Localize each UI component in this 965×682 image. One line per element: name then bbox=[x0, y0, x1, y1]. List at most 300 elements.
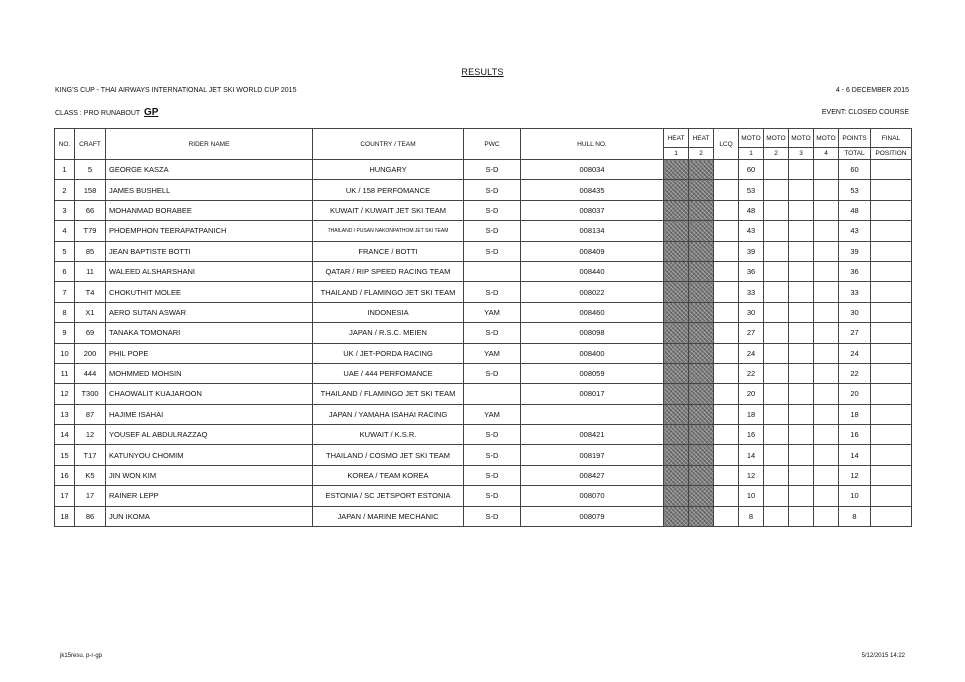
cell-moto-1: 10 bbox=[739, 486, 764, 506]
cell-craft: 11 bbox=[75, 261, 106, 281]
cell-hull: 008022 bbox=[521, 282, 664, 302]
cell-final-position bbox=[871, 180, 912, 200]
cell-moto-2 bbox=[764, 445, 789, 465]
cell-rider: KATUNYOU CHOMIM bbox=[106, 445, 313, 465]
subheader-moto-4: 4 bbox=[814, 148, 839, 160]
cell-heat-2 bbox=[689, 343, 714, 363]
cell-country: THAILAND / COSMO JET SKI TEAM bbox=[313, 445, 464, 465]
cell-heat-2 bbox=[689, 465, 714, 485]
cell-lcq bbox=[714, 363, 739, 383]
cell-country: UK / 158 PERFOMANCE bbox=[313, 180, 464, 200]
cell-heat-1 bbox=[664, 221, 689, 241]
cell-heat-1 bbox=[664, 343, 689, 363]
cell-moto-2 bbox=[764, 200, 789, 220]
class-info bbox=[55, 107, 158, 118]
cell-country: THAILAND / PUSAN NAKONPATHOM JET SKI TEAM bbox=[313, 221, 464, 241]
cell-rider: MOHANMAD BORABEE bbox=[106, 200, 313, 220]
cell-hull: 008079 bbox=[521, 506, 664, 526]
cell-hull: 008037 bbox=[521, 200, 664, 220]
header-hull: HULL NO. bbox=[521, 129, 664, 160]
event-date: 4 - 6 DECEMBER 2015 bbox=[835, 87, 909, 94]
cell-moto-4 bbox=[814, 200, 839, 220]
cell-no: 16 bbox=[55, 465, 75, 485]
cell-moto-1: 36 bbox=[739, 261, 764, 281]
cell-moto-1: 27 bbox=[739, 323, 764, 343]
cell-no: 9 bbox=[55, 323, 75, 343]
cell-pwc: S-D bbox=[464, 282, 521, 302]
cell-total: 43 bbox=[839, 221, 871, 241]
cell-lcq bbox=[714, 486, 739, 506]
cell-moto-3 bbox=[789, 323, 814, 343]
cell-country: JAPAN / MARINE MECHANIC bbox=[313, 506, 464, 526]
cell-moto-2 bbox=[764, 241, 789, 261]
cell-country: KUWAIT / KUWAIT JET SKI TEAM bbox=[313, 200, 464, 220]
table-row bbox=[55, 404, 912, 424]
results-table bbox=[54, 128, 912, 527]
cell-total: 10 bbox=[839, 486, 871, 506]
cell-rider: JUN IKOMA bbox=[106, 506, 313, 526]
cell-moto-1: 12 bbox=[739, 465, 764, 485]
cell-moto-1: 8 bbox=[739, 506, 764, 526]
header-points: POINTS bbox=[839, 129, 871, 148]
cell-lcq bbox=[714, 302, 739, 322]
cell-no: 13 bbox=[55, 404, 75, 424]
header-craft: CRAFT bbox=[75, 129, 106, 160]
cell-heat-1 bbox=[664, 160, 689, 180]
subheader-total: TOTAL bbox=[839, 148, 871, 160]
cell-total: 22 bbox=[839, 363, 871, 383]
cell-heat-1 bbox=[664, 323, 689, 343]
header-moto-1: MOTO bbox=[739, 129, 764, 148]
cell-moto-2 bbox=[764, 343, 789, 363]
cell-final-position bbox=[871, 282, 912, 302]
table-row bbox=[55, 425, 912, 445]
table-row bbox=[55, 323, 912, 343]
cell-heat-2 bbox=[689, 200, 714, 220]
table-row bbox=[55, 486, 912, 506]
cell-country: ESTONIA / SC JETSPORT ESTONIA bbox=[313, 486, 464, 506]
cell-moto-1: 53 bbox=[739, 180, 764, 200]
cell-moto-3 bbox=[789, 486, 814, 506]
cell-moto-2 bbox=[764, 486, 789, 506]
cell-hull: 008440 bbox=[521, 261, 664, 281]
cell-rider: JAMES BUSHELL bbox=[106, 180, 313, 200]
table-row bbox=[55, 343, 912, 363]
cell-heat-2 bbox=[689, 282, 714, 302]
cell-moto-4 bbox=[814, 465, 839, 485]
cell-hull: 008098 bbox=[521, 323, 664, 343]
subheader-heat-1: 1 bbox=[664, 148, 689, 160]
cell-hull: 008427 bbox=[521, 465, 664, 485]
header-country: COUNTRY / TEAM bbox=[313, 129, 464, 160]
cell-craft: 66 bbox=[75, 200, 106, 220]
cell-no: 15 bbox=[55, 445, 75, 465]
cell-moto-1: 24 bbox=[739, 343, 764, 363]
cell-final-position bbox=[871, 221, 912, 241]
cell-pwc bbox=[464, 261, 521, 281]
subheader-position: POSITION bbox=[871, 148, 912, 160]
cell-country: KUWAIT / K.S.R. bbox=[313, 425, 464, 445]
cell-heat-1 bbox=[664, 506, 689, 526]
cell-moto-2 bbox=[764, 302, 789, 322]
cell-moto-3 bbox=[789, 302, 814, 322]
cell-heat-2 bbox=[689, 486, 714, 506]
cell-moto-4 bbox=[814, 363, 839, 383]
cell-craft: 5 bbox=[75, 160, 106, 180]
cell-pwc: YAM bbox=[464, 302, 521, 322]
cell-total: 27 bbox=[839, 323, 871, 343]
cell-moto-4 bbox=[814, 506, 839, 526]
cell-lcq bbox=[714, 445, 739, 465]
cell-heat-2 bbox=[689, 363, 714, 383]
cell-pwc: S-D bbox=[464, 425, 521, 445]
cell-rider: MOHMMED MOHSIN bbox=[106, 363, 313, 383]
cell-lcq bbox=[714, 282, 739, 302]
cell-moto-2 bbox=[764, 404, 789, 424]
subheader-heat-2: 2 bbox=[689, 148, 714, 160]
cell-pwc bbox=[464, 384, 521, 404]
cell-craft: 200 bbox=[75, 343, 106, 363]
cell-craft: 12 bbox=[75, 425, 106, 445]
cell-heat-1 bbox=[664, 282, 689, 302]
cell-total: 12 bbox=[839, 465, 871, 485]
cell-pwc: S-D bbox=[464, 445, 521, 465]
cell-pwc: S-D bbox=[464, 200, 521, 220]
cell-moto-3 bbox=[789, 465, 814, 485]
cell-no: 3 bbox=[55, 200, 75, 220]
cell-heat-1 bbox=[664, 302, 689, 322]
cell-lcq bbox=[714, 323, 739, 343]
cell-lcq bbox=[714, 404, 739, 424]
cell-moto-4 bbox=[814, 404, 839, 424]
cell-rider: YOUSEF AL ABDULRAZZAQ bbox=[106, 425, 313, 445]
cell-total: 8 bbox=[839, 506, 871, 526]
cell-heat-2 bbox=[689, 404, 714, 424]
cell-pwc: S-D bbox=[464, 506, 521, 526]
table-row bbox=[55, 445, 912, 465]
cell-country: UAE / 444 PERFOMANCE bbox=[313, 363, 464, 383]
cell-craft: T17 bbox=[75, 445, 106, 465]
cell-heat-1 bbox=[664, 363, 689, 383]
cell-total: 18 bbox=[839, 404, 871, 424]
cell-moto-1: 20 bbox=[739, 384, 764, 404]
cell-final-position bbox=[871, 363, 912, 383]
cell-country: QATAR / RIP SPEED RACING TEAM bbox=[313, 261, 464, 281]
cell-total: 20 bbox=[839, 384, 871, 404]
cell-moto-4 bbox=[814, 241, 839, 261]
cell-moto-2 bbox=[764, 465, 789, 485]
cell-moto-2 bbox=[764, 384, 789, 404]
cell-moto-2 bbox=[764, 506, 789, 526]
cell-heat-2 bbox=[689, 425, 714, 445]
cell-moto-3 bbox=[789, 506, 814, 526]
cell-rider: GEORGE KASZA bbox=[106, 160, 313, 180]
header-rider: RIDER NAME bbox=[106, 129, 313, 160]
cell-hull: 008197 bbox=[521, 445, 664, 465]
cell-country: THAILAND / FLAMINGO JET SKI TEAM bbox=[313, 384, 464, 404]
cell-moto-4 bbox=[814, 302, 839, 322]
cell-rider: CHAOWALIT KUAJAROON bbox=[106, 384, 313, 404]
cell-craft: T4 bbox=[75, 282, 106, 302]
cell-rider: WALEED ALSHARSHANI bbox=[106, 261, 313, 281]
cell-total: 53 bbox=[839, 180, 871, 200]
table-row bbox=[55, 465, 912, 485]
cell-heat-2 bbox=[689, 221, 714, 241]
table-row bbox=[55, 221, 912, 241]
cell-moto-3 bbox=[789, 180, 814, 200]
page-title: RESULTS bbox=[461, 67, 504, 77]
cell-total: 60 bbox=[839, 160, 871, 180]
cell-lcq bbox=[714, 261, 739, 281]
cell-craft: T79 bbox=[75, 221, 106, 241]
cell-lcq bbox=[714, 221, 739, 241]
subheader-moto-3: 3 bbox=[789, 148, 814, 160]
cell-lcq bbox=[714, 425, 739, 445]
cell-final-position bbox=[871, 384, 912, 404]
cell-moto-1: 14 bbox=[739, 445, 764, 465]
cell-no: 12 bbox=[55, 384, 75, 404]
cell-total: 48 bbox=[839, 200, 871, 220]
cell-moto-1: 18 bbox=[739, 404, 764, 424]
cell-hull: 008070 bbox=[521, 486, 664, 506]
cell-no: 2 bbox=[55, 180, 75, 200]
cell-final-position bbox=[871, 160, 912, 180]
cell-moto-4 bbox=[814, 323, 839, 343]
footer-timestamp: 5/12/2015 14:22 bbox=[861, 653, 905, 659]
cell-country: HUNGARY bbox=[313, 160, 464, 180]
cell-heat-1 bbox=[664, 465, 689, 485]
cell-heat-1 bbox=[664, 404, 689, 424]
cell-final-position bbox=[871, 445, 912, 465]
cell-total: 30 bbox=[839, 302, 871, 322]
cell-total: 16 bbox=[839, 425, 871, 445]
cell-total: 36 bbox=[839, 261, 871, 281]
cell-final-position bbox=[871, 323, 912, 343]
cell-moto-1: 16 bbox=[739, 425, 764, 445]
cell-pwc: S-D bbox=[464, 465, 521, 485]
cell-moto-1: 39 bbox=[739, 241, 764, 261]
cell-heat-1 bbox=[664, 445, 689, 465]
cell-heat-1 bbox=[664, 180, 689, 200]
subheader-moto-1: 1 bbox=[739, 148, 764, 160]
cell-total: 33 bbox=[839, 282, 871, 302]
cell-craft: 85 bbox=[75, 241, 106, 261]
cell-hull: 008134 bbox=[521, 221, 664, 241]
cell-heat-1 bbox=[664, 384, 689, 404]
cell-moto-3 bbox=[789, 343, 814, 363]
cell-moto-3 bbox=[789, 363, 814, 383]
cell-lcq bbox=[714, 343, 739, 363]
cell-lcq bbox=[714, 160, 739, 180]
cell-country: KOREA / TEAM KOREA bbox=[313, 465, 464, 485]
cell-moto-4 bbox=[814, 282, 839, 302]
cell-moto-4 bbox=[814, 343, 839, 363]
cell-moto-2 bbox=[764, 221, 789, 241]
cell-rider: RAINER LEPP bbox=[106, 486, 313, 506]
header-pwc: PWC bbox=[464, 129, 521, 160]
cell-country: JAPAN / R.S.C. MEIEN bbox=[313, 323, 464, 343]
cell-no: 4 bbox=[55, 221, 75, 241]
cell-pwc: YAM bbox=[464, 343, 521, 363]
cell-final-position bbox=[871, 261, 912, 281]
cell-rider: PHIL POPE bbox=[106, 343, 313, 363]
header-moto-3: MOTO bbox=[789, 129, 814, 148]
table-row bbox=[55, 302, 912, 322]
cell-lcq bbox=[714, 241, 739, 261]
cell-moto-1: 60 bbox=[739, 160, 764, 180]
cell-moto-3 bbox=[789, 221, 814, 241]
cell-lcq bbox=[714, 384, 739, 404]
cell-total: 39 bbox=[839, 241, 871, 261]
cell-total: 14 bbox=[839, 445, 871, 465]
cell-moto-3 bbox=[789, 200, 814, 220]
cell-craft: 69 bbox=[75, 323, 106, 343]
cell-no: 11 bbox=[55, 363, 75, 383]
event-type: EVENT: CLOSED COURSE bbox=[821, 109, 909, 116]
cell-heat-1 bbox=[664, 486, 689, 506]
cell-moto-3 bbox=[789, 261, 814, 281]
cell-heat-1 bbox=[664, 200, 689, 220]
cell-heat-2 bbox=[689, 160, 714, 180]
cell-hull bbox=[521, 404, 664, 424]
cell-moto-4 bbox=[814, 160, 839, 180]
cell-no: 17 bbox=[55, 486, 75, 506]
cell-rider: CHOKUTHIT MOLEE bbox=[106, 282, 313, 302]
header-row bbox=[55, 129, 912, 148]
cell-moto-2 bbox=[764, 425, 789, 445]
cell-hull: 008059 bbox=[521, 363, 664, 383]
cell-country: FRANCE / BOTTI bbox=[313, 241, 464, 261]
cell-moto-1: 30 bbox=[739, 302, 764, 322]
cell-craft: T300 bbox=[75, 384, 106, 404]
cell-moto-1: 22 bbox=[739, 363, 764, 383]
cell-hull: 008017 bbox=[521, 384, 664, 404]
cell-final-position bbox=[871, 465, 912, 485]
cell-craft: X1 bbox=[75, 302, 106, 322]
subheader-moto-2: 2 bbox=[764, 148, 789, 160]
header-moto-4: MOTO bbox=[814, 129, 839, 148]
cell-rider: AERO SUTAN ASWAR bbox=[106, 302, 313, 322]
cell-craft: 86 bbox=[75, 506, 106, 526]
cell-moto-2 bbox=[764, 160, 789, 180]
cell-moto-2 bbox=[764, 323, 789, 343]
cell-hull: 008421 bbox=[521, 425, 664, 445]
table-row bbox=[55, 363, 912, 383]
cell-lcq bbox=[714, 180, 739, 200]
table-row bbox=[55, 282, 912, 302]
cell-moto-4 bbox=[814, 486, 839, 506]
cell-final-position bbox=[871, 241, 912, 261]
cell-pwc: YAM bbox=[464, 404, 521, 424]
cell-final-position bbox=[871, 302, 912, 322]
cell-lcq bbox=[714, 465, 739, 485]
cell-pwc: S-D bbox=[464, 363, 521, 383]
header-lcq: LCQ bbox=[714, 129, 739, 160]
cell-country: UK / JET-PORDA RACING bbox=[313, 343, 464, 363]
cell-final-position bbox=[871, 343, 912, 363]
cell-heat-2 bbox=[689, 180, 714, 200]
cell-rider: JEAN BAPTISTE BOTTI bbox=[106, 241, 313, 261]
cell-moto-4 bbox=[814, 180, 839, 200]
cell-heat-2 bbox=[689, 445, 714, 465]
cell-no: 6 bbox=[55, 261, 75, 281]
cell-final-position bbox=[871, 425, 912, 445]
cell-no: 14 bbox=[55, 425, 75, 445]
cell-pwc: S-D bbox=[464, 221, 521, 241]
cell-hull: 008409 bbox=[521, 241, 664, 261]
cell-hull: 008435 bbox=[521, 180, 664, 200]
cell-moto-2 bbox=[764, 282, 789, 302]
cell-moto-1: 43 bbox=[739, 221, 764, 241]
cell-moto-4 bbox=[814, 445, 839, 465]
table-row bbox=[55, 506, 912, 526]
cell-hull: 008034 bbox=[521, 160, 664, 180]
cell-no: 5 bbox=[55, 241, 75, 261]
cell-moto-4 bbox=[814, 384, 839, 404]
cell-country: THAILAND / FLAMINGO JET SKI TEAM bbox=[313, 282, 464, 302]
table-row bbox=[55, 241, 912, 261]
cell-heat-2 bbox=[689, 384, 714, 404]
cell-hull: 008460 bbox=[521, 302, 664, 322]
header-moto-2: MOTO bbox=[764, 129, 789, 148]
cell-total: 24 bbox=[839, 343, 871, 363]
table-row bbox=[55, 180, 912, 200]
cell-moto-4 bbox=[814, 221, 839, 241]
cell-moto-3 bbox=[789, 425, 814, 445]
event-name: KING'S CUP - THAI AIRWAYS INTERNATIONAL JET SKI WORLD CUP 2015 bbox=[55, 87, 297, 94]
cell-moto-2 bbox=[764, 261, 789, 281]
header-final: FINAL bbox=[871, 129, 912, 148]
cell-heat-1 bbox=[664, 241, 689, 261]
cell-rider: TANAKA TOMONARI bbox=[106, 323, 313, 343]
header-no: NO. bbox=[55, 129, 75, 160]
cell-moto-2 bbox=[764, 363, 789, 383]
cell-lcq bbox=[714, 506, 739, 526]
cell-no: 1 bbox=[55, 160, 75, 180]
cell-moto-4 bbox=[814, 425, 839, 445]
cell-heat-2 bbox=[689, 302, 714, 322]
cell-pwc: S-D bbox=[464, 241, 521, 261]
cell-craft: 444 bbox=[75, 363, 106, 383]
cell-country: JAPAN / YAMAHA ISAHAI RACING bbox=[313, 404, 464, 424]
cell-heat-2 bbox=[689, 506, 714, 526]
table-row bbox=[55, 160, 912, 180]
cell-no: 18 bbox=[55, 506, 75, 526]
cell-heat-2 bbox=[689, 261, 714, 281]
cell-moto-2 bbox=[764, 180, 789, 200]
cell-no: 7 bbox=[55, 282, 75, 302]
cell-craft: 17 bbox=[75, 486, 106, 506]
cell-moto-1: 33 bbox=[739, 282, 764, 302]
cell-heat-1 bbox=[664, 261, 689, 281]
cell-rider: PHOEMPHON TEERAPATPANICH bbox=[106, 221, 313, 241]
cell-rider: HAJIME ISAHAI bbox=[106, 404, 313, 424]
cell-pwc: S-D bbox=[464, 486, 521, 506]
cell-moto-3 bbox=[789, 160, 814, 180]
cell-moto-3 bbox=[789, 282, 814, 302]
footer-file: jk15resu. p-r-gp bbox=[60, 653, 103, 659]
cell-final-position bbox=[871, 486, 912, 506]
cell-heat-2 bbox=[689, 323, 714, 343]
cell-pwc: S-D bbox=[464, 180, 521, 200]
table-row bbox=[55, 261, 912, 281]
cell-no: 8 bbox=[55, 302, 75, 322]
table-row bbox=[55, 200, 912, 220]
cell-rider: JIN WON KIM bbox=[106, 465, 313, 485]
table-row bbox=[55, 384, 912, 404]
cell-craft: K5 bbox=[75, 465, 106, 485]
cell-moto-3 bbox=[789, 384, 814, 404]
